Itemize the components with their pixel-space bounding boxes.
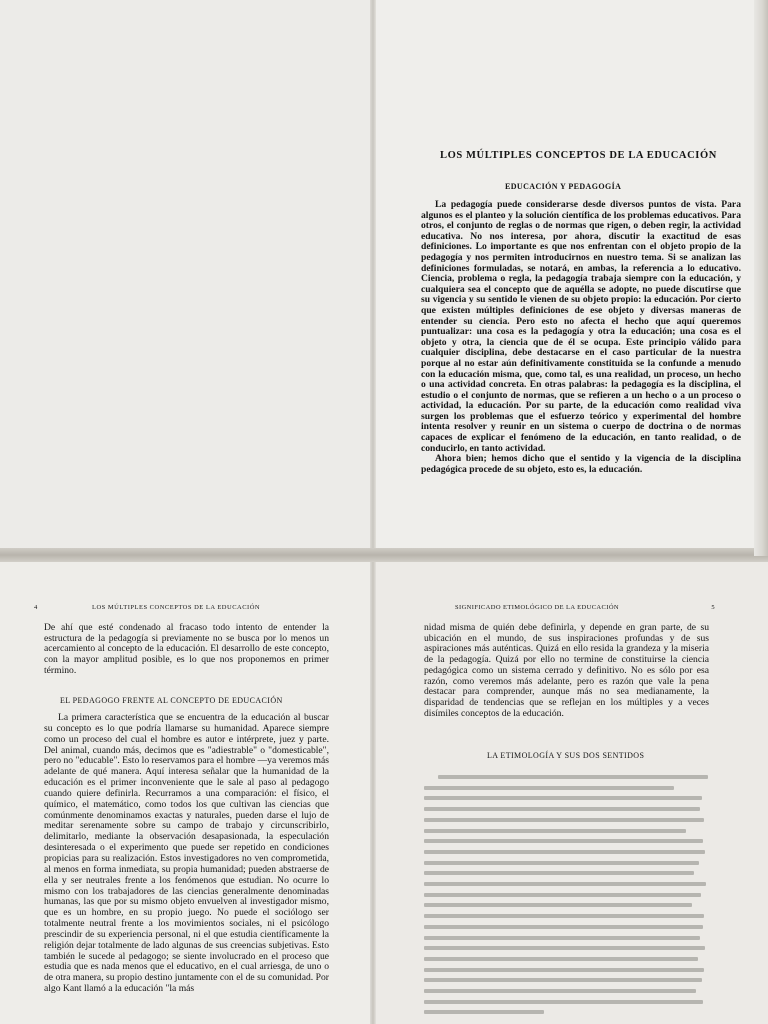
chapter-title: LOS MÚLTIPLES CONCEPTOS DE LA EDUCACIÓN xyxy=(440,150,717,161)
page-3-body xyxy=(421,200,741,475)
illegible-text-line xyxy=(424,989,696,993)
illegible-text-line xyxy=(424,861,699,865)
illegible-text-line xyxy=(424,796,702,800)
illegible-text-line xyxy=(424,1010,544,1014)
page-4-header xyxy=(34,604,334,616)
page-number: 4 xyxy=(34,604,38,611)
illegible-text-line xyxy=(424,893,701,897)
section-subtitle: EDUCACIÓN Y PEDAGOGÍA xyxy=(505,182,622,191)
illegible-text-line xyxy=(424,807,700,811)
paragraph: nidad misma de quién debe definirla, y depende en gran parte, de su ubicación en el mundo, de sus inspiraciones profundas y de sus aspiraciones más auténticas. Quizá en ello resida la grandeza y la miseria de la pedagogía. Quizá por ello no termine de constituirse la ciencia pedagógica como un sistema cerrado y definitivo. No es sólo por esa razón, como veremos más adelante, pero es razón que vale la pena destacar para comprender, aunque más no sea medianamente, la disparidad de tendencias que se reflejan en los múltiples y a veces disímiles conceptos de la educación. xyxy=(424,622,709,719)
illegible-text-line xyxy=(424,936,700,940)
section-subtitle: EL PEDAGOGO FRENTE AL CONCEPTO DE EDUCACIÓN xyxy=(60,696,283,705)
illegible-text-line xyxy=(424,850,705,854)
section-subtitle: LA ETIMOLOGÍA Y SUS DOS SENTIDOS xyxy=(487,751,645,760)
page-4-body xyxy=(44,713,329,995)
page-edge xyxy=(754,0,768,556)
page-5-header xyxy=(455,604,715,616)
illegible-text-line xyxy=(424,1000,703,1004)
page-gap xyxy=(0,548,768,562)
paragraph: De ahí que esté condenado al fracaso todo intento de entender la estructura de la pedagogía si previamente no se busca por lo menos un acercamiento al concepto de la educación. El desarrollo de este concepto, con la mayor amplitud posible, es lo que nos proponemos en primer término. xyxy=(44,622,329,676)
illegible-text-line xyxy=(424,968,704,972)
illegible-text-line xyxy=(424,882,706,886)
running-head: SIGNIFICADO ETIMOLÓGICO DE LA EDUCACIÓN xyxy=(455,604,620,611)
illegible-text-line xyxy=(424,978,702,982)
illegible-text-line xyxy=(424,914,704,918)
illegible-text-line xyxy=(424,818,704,822)
paragraph: La primera característica que se encuentra de la educación al buscar su concepto es lo que podría llamarse su humanidad. Aparece siempre como un proceso del cual el hombre es autor e intérprete, juez y parte. Del animal, cuando más, decimos que es "adiestrable" o "domesticable", pero no "educable". Esto lo reservamos para el hombre —ya veremos más adelante de qué manera. Aquí interesa señalar que la humanidad de la educación es el primer inconveniente que le sale al paso al pedagogo cuando quiere definirla. Recurramos a una comparación: el físico, el químico, el matemático, como todos los que cultivan las ciencias que comúnmente denominamos exactas y naturales, pueden darse el lujo de meditar serenamente sobre su campo de trabajo y circunscribirlo, delimitarlo, mediante la observación desapasionada, la especulación desinteresada o el experimento que puede ser repetido en condiciones propicias para su realización. Estos investigadores no ven comprometida, al menos en forma inmediata, su propia humanidad; pueden abstraerse de ella y ser neutrales frente a los fenómenos que estudian. No ocurre lo mismo con los trabajadores de las ciencias generalmente denominadas humanas, las que por su mismo objeto envuelven al investigador mismo, que es un hombre, en su propio juego. No puede el sociólogo ser totalmente neutral frente a los movimientos sociales, ni el psicólogo prescindir de su experiencia personal, ni el que estudia científicamente la religión dejar totalmente de lado algunas de sus creencias subjetivas. Esto también le sucede al pedagogo; se siente involucrado en el proceso que estudia que es nada menos que el educativo, en el cual arriesga, de uno o de otra manera, su propio destino juntamente con el de su comunidad. Por algo Kant llamó a la educación "la más xyxy=(44,712,329,995)
gutter-bottom xyxy=(370,560,376,1024)
blank-page-top-left xyxy=(0,0,374,550)
paragraph: La pedagogía puede considerarse desde diversos puntos de vista. Para algunos es el planteo y la solución científica de los problemas educativos. Para otros, el conjunto de reglas o de normas que rigen, o deben regir, la actividad educativa. No nos interesa, por ahora, discutir la exactitud de esas definiciones. Lo importante es que nos enfrentan con el objeto propio de la pedagogía y nos permiten introducirnos en nuestro tema. Si se analizan las definiciones formuladas, se notará, en ambas, la referencia a lo educativo. Ciencia, problema o regla, la pedagogía trabaja siempre con la educación, y cualquiera sea el concepto que de aquélla se adopte, no puede discutirse que su vigencia y su sentido le vienen de su objeto propio: la educación. Por cierto que existen múltiples definiciones de ese objeto y diversas maneras de entender su ciencia. Pero esto no afecta el hecho que aquí queremos puntualizar: una cosa es la pedagogía y otra la educación; una cosa es el objeto y otra, la ciencia que de él se ocupa. Este principio válido para cualquier disciplina, debe destacarse en el caso particular de la nuestra porque al no estar aún definitivamente constituida se la confunde a menudo con la educación misma, que, como tal, es una realidad, un proceso, un hecho o una actividad concreta. En otras palabras: la pedagogía es la disciplina, el estudio o el conjunto de normas, que se refieren a un hecho o a un proceso o actividad, la educación. Por su parte, de la educación como realidad viva surgen los problemas que el esfuerzo teórico y experimental del hombre intenta resolver y reunir en un sistema o cuerpo de doctrina o de normas capaces de explicar el fenómeno de la educación, en tanto realidad, o de conducirlo, en tanto actividad. xyxy=(421,199,741,454)
illegible-text-line xyxy=(424,925,703,929)
illegible-text-line xyxy=(424,786,674,790)
illegible-text-line xyxy=(424,871,694,875)
illegible-text-line xyxy=(424,946,705,950)
gutter-top xyxy=(370,0,376,556)
paragraph: Ahora bien; hemos dicho que el sentido y la vigencia de la disciplina pedagógica procede de su objeto, esto es, la educación. xyxy=(421,453,741,475)
page-5-body-illegible xyxy=(424,772,709,1017)
illegible-text-line xyxy=(424,829,686,833)
page-number: 5 xyxy=(711,604,715,611)
illegible-text-line xyxy=(424,839,703,843)
illegible-text-line xyxy=(424,903,692,907)
running-head: LOS MÚLTIPLES CONCEPTOS DE LA EDUCACIÓN xyxy=(92,604,261,611)
illegible-text-line xyxy=(424,957,698,961)
illegible-text-line xyxy=(438,775,708,779)
